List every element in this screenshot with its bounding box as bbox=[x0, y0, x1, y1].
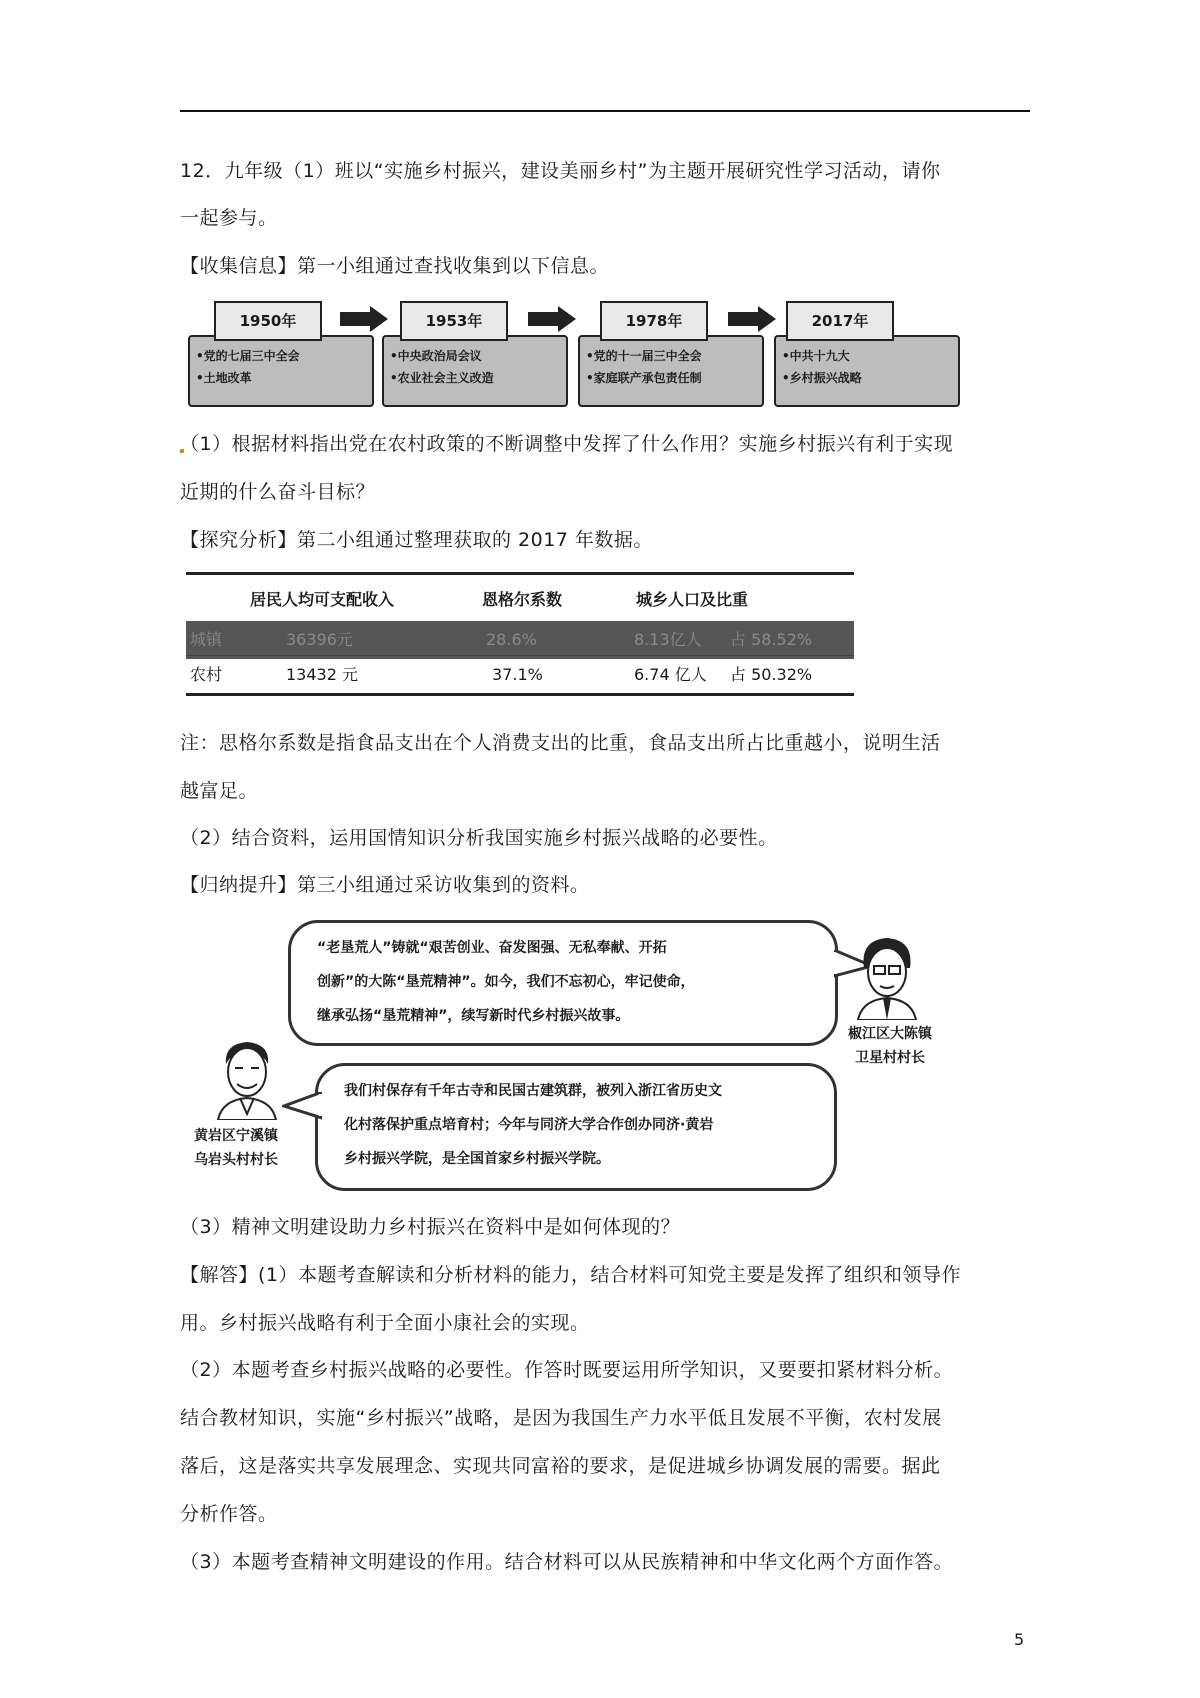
right-arrow-icon bbox=[340, 306, 388, 332]
summarize-heading: 【归纳提升】第三小组通过采访收集到的资料。 bbox=[180, 874, 590, 896]
quote-line: 乡村振兴学院，是全国首家乡村振兴学院。 bbox=[344, 1151, 610, 1167]
table-header-row bbox=[186, 581, 854, 619]
quote-line: 化村落保护重点培育村；今年与同济大学合作创办同济·黄岩 bbox=[344, 1117, 714, 1133]
speech-bubble-bottom bbox=[315, 1063, 837, 1191]
answer-3: （3）本题考查精神文明建设的作用。结合材料可以从民族精神和中华文化两个方面作答。 bbox=[180, 1551, 954, 1573]
answer-2-line4: 分析作答。 bbox=[180, 1503, 278, 1525]
portrait-village-head-icon bbox=[850, 930, 924, 1020]
quote-line: 创新”的大陈“垦荒精神”。如今，我们不忘初心，牢记使命， bbox=[317, 974, 695, 990]
timeline-item: •党的十一届三中全会 bbox=[586, 349, 702, 363]
answer-2-line2: 结合教材知识，实施“乡村振兴”战略，是因为我国生产力水平低且发展不平衡，农村发展 bbox=[180, 1407, 942, 1429]
table-row bbox=[186, 655, 854, 694]
table-cell: 6.74 亿人 bbox=[634, 665, 707, 684]
caption-top-speaker: 椒江区大陈镇 卫星村村长 bbox=[848, 1026, 932, 1066]
table-cell: 8.13亿人 bbox=[634, 630, 702, 649]
timeline-item: •党的七届三中全会 bbox=[196, 349, 300, 363]
table-header: 恩格尔系数 bbox=[482, 590, 563, 609]
timeline-year: 1950年 bbox=[214, 301, 322, 341]
table-header: 城乡人口及比重 bbox=[636, 590, 749, 609]
answer-1-line2: 用。乡村振兴战略有利于全面小康社会的实现。 bbox=[180, 1312, 590, 1334]
right-arrow-icon bbox=[728, 306, 776, 332]
timeline-item: •家庭联产承包责任制 bbox=[586, 371, 702, 385]
question-3: （3）精神文明建设助力乡村振兴在资料中是如何体现的？ bbox=[180, 1216, 681, 1238]
policy-timeline bbox=[180, 295, 940, 407]
timeline-item: •农业社会主义改造 bbox=[390, 371, 494, 385]
header-rule bbox=[180, 110, 1030, 112]
right-arrow-icon bbox=[528, 306, 576, 332]
timeline-item: •中共十九大 bbox=[782, 349, 850, 363]
answer-2-line1: （2）本题考查乡村振兴战略的必要性。作答时既要运用所学知识，又要要扣紧材料分析。 bbox=[180, 1359, 954, 1381]
portrait-village-head-icon bbox=[210, 1030, 284, 1120]
timeline-box-2017 bbox=[774, 335, 960, 407]
timeline-year: 1953年 bbox=[400, 301, 508, 341]
answer-1-line1: 【解答】(1）本题考查解读和分析材料的能力，结合材料可知党主要是发挥了组织和领导作 bbox=[180, 1264, 962, 1286]
timeline-box-1978 bbox=[578, 335, 764, 407]
bubble-tail-icon bbox=[282, 1092, 322, 1122]
quote-line: “老垦荒人”铸就“艰苦创业、奋发图强、无私奉献、开拓 bbox=[317, 940, 667, 956]
explore-heading: 【探究分析】第二小组通过整理获取的 2017 年数据。 bbox=[180, 529, 653, 551]
answer-2-line3: 落后，这是落实共享发展理念、实现共同富裕的要求，是促进城乡协调发展的需要。据此 bbox=[180, 1455, 941, 1477]
table-cell: 28.6% bbox=[486, 630, 537, 649]
caption-bottom-speaker: 黄岩区宁溪镇 乌岩头村村长 bbox=[194, 1128, 278, 1168]
table-row bbox=[186, 621, 854, 659]
timeline-year: 2017年 bbox=[786, 301, 894, 341]
quote-line: 我们村保存有千年古寺和民国古建筑群，被列入浙江省历史文 bbox=[344, 1083, 722, 1099]
table-cell: 37.1% bbox=[492, 665, 543, 684]
table-cell: 农村 bbox=[190, 665, 223, 684]
timeline-year: 1978年 bbox=[600, 301, 708, 341]
timeline-item: •乡村振兴战略 bbox=[782, 371, 862, 385]
quote-line: 继承弘扬“垦荒精神”，续写新时代乡村振兴故事。 bbox=[317, 1008, 630, 1024]
note-line2: 越富足。 bbox=[180, 780, 259, 802]
table-cell: 城镇 bbox=[190, 630, 223, 649]
table-cell: 36396元 bbox=[286, 630, 353, 649]
timeline-box-1953 bbox=[382, 335, 568, 407]
timeline-item: •中央政治局会议 bbox=[390, 349, 482, 363]
table-cell: 占 58.52% bbox=[730, 630, 813, 649]
timeline-box-1950 bbox=[188, 335, 374, 407]
question-2: （2）结合资料，运用国情知识分析我国实施乡村振兴战略的必要性。 bbox=[180, 827, 778, 849]
table-cell: 13432 元 bbox=[286, 665, 358, 684]
question-1-line1: （1）根据材料指出党在农村政策的不断调整中发挥了什么作用？实施乡村振兴有利于实现 bbox=[180, 433, 954, 455]
question-1-line2: 近期的什么奋斗目标？ bbox=[180, 481, 376, 503]
page-number: 5 bbox=[1014, 1630, 1025, 1649]
question-stem-line1: 12．九年级（1）班以“实施乡村振兴，建设美丽乡村”为主题开展研究性学习活动，请你 bbox=[180, 160, 941, 182]
question-stem-line2: 一起参与。 bbox=[180, 207, 278, 229]
table-header: 居民人均可支配收入 bbox=[250, 590, 395, 609]
collect-info-heading: 【收集信息】第一小组通过查找收集到以下信息。 bbox=[180, 255, 610, 277]
table-cell: 占 50.32% bbox=[730, 665, 813, 684]
note-line1: 注：思格尔系数是指食品支出在个人消费支出的比重，食品支出所占比重越小，说明生活 bbox=[180, 732, 941, 754]
speech-bubble-top bbox=[288, 920, 838, 1046]
timeline-item: •土地改革 bbox=[196, 371, 252, 385]
statistics-table bbox=[186, 572, 854, 696]
